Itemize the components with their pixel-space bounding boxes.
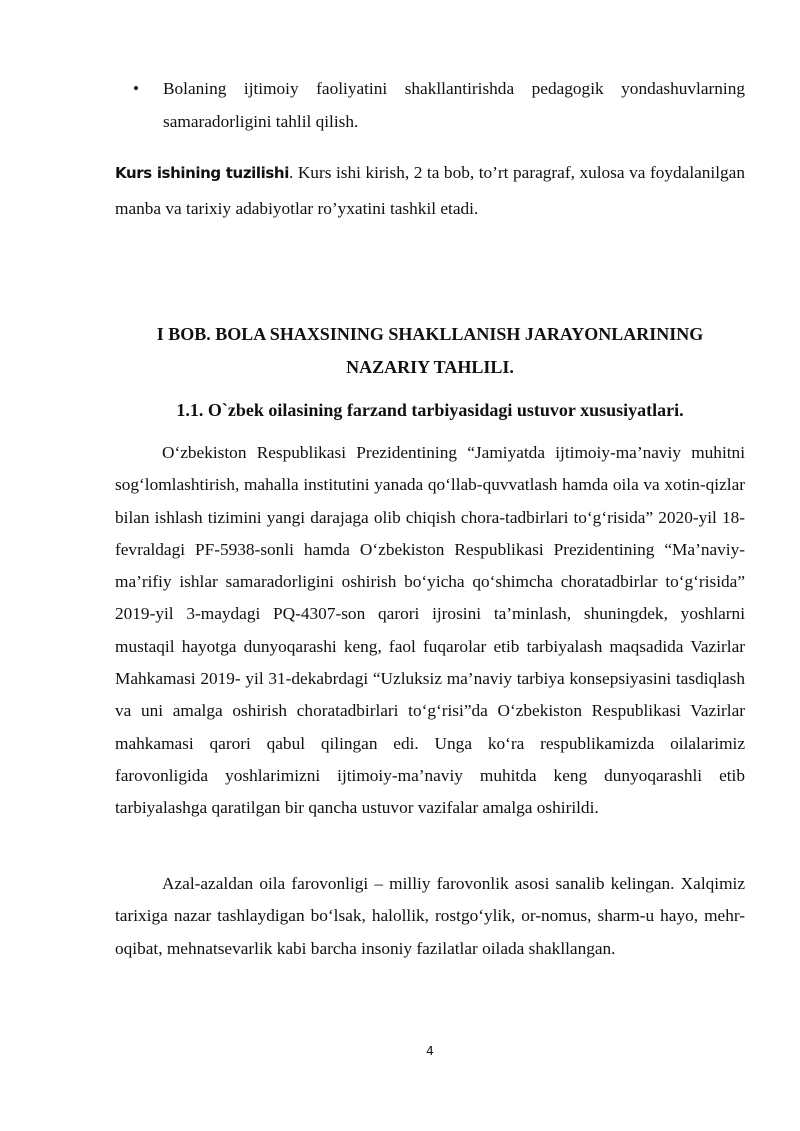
body-paragraph-1: O‘zbekiston Respublikasi Prezidentining “Jamiyatda ijtimoiy-ma’naviy muhitni sog‘lomlashtirish, mahalla institutini yanada qo‘llab-quvvatlash hamda oila va xotin-qizlar bilan ishlash tizimini yangi darajaga olib chiqish chora-tadbirlari to‘g‘risida” 2020-yil 18-fevraldagi PF-5938-sonli hamda O‘zbekiston Respublikasi Prezidentining “Ma’naviy-ma’rifiy ishlar samaradorligini oshirish bo‘yicha qo‘shimcha choratadbirlar to‘g‘risida” 2019-yil 3-maydagi PQ-4307-son qarori ijrosini ta’minlash, shuningdek, yoshlarni mustaqil hayotga dunyoqarashi keng, faol fuqarolar etib tarbiyalash maqsadida Vazirlar Mahkamasi 2019- yil 31-dekabrdagi “Uzluksiz ma’naviy tarbiya konsepsiyasini tasdiqlash va uni amalga oshirish choratadbirlari to‘g‘risi”da O‘zbekiston Respublikasi Vazirlar mahkamasi qarori qabul qilingan edi. Unga ko‘ra respublikamizda oilalarimiz farovonligida yoshlarimizni ijtimoiy-ma’naviy muhitda keng dunyoqarashli etib tarbiyalashga qaratilgan bir qancha ustuvor vazifalar amalga oshirildi. [115, 443, 745, 818]
body-paragraph-2: Azal-azaldan oila farovonligi – milliy farovonlik asosi sanalib kelingan. Xalqimiz tarixiga nazar tashlaydigan bo‘lsak, halollik, rostgo‘ylik, or-nomus, sharm-u hayo, mehr-oqibat, mehnatsevarlik kabi barcha insoniy fazilatlar oilada shakllangan. [115, 874, 745, 958]
section-title: 1.1. O`zbek oilasining farzand tarbiyasidagi ustuvor xususiyatlari. [176, 400, 684, 420]
chapter-title: I BOB. BOLA SHAXSINING SHAKLLANISH JARAYONLARINING NAZARIY TAHLILI. [156, 324, 704, 377]
bullet-symbol: • [133, 79, 139, 98]
bullet-text: Bolaning ijtimoiy faoliyatini shakllantirishda pedagogik yondashuvlarning samaradorligini tahlil qilish. [163, 79, 745, 131]
course-structure-text: . Kurs ishi kirish, 2 ta bob, to’rt paragraf, xulosa va foydalanilgan manba va tarixiy adabiyotlar ro’yxatini tashkil etadi. [115, 163, 745, 218]
course-structure-label: Kurs ishining tuzilishi [115, 164, 289, 182]
bullet-list-item [133, 72, 745, 138]
page-number: 4 [426, 1044, 434, 1058]
course-structure-paragraph [115, 155, 745, 227]
